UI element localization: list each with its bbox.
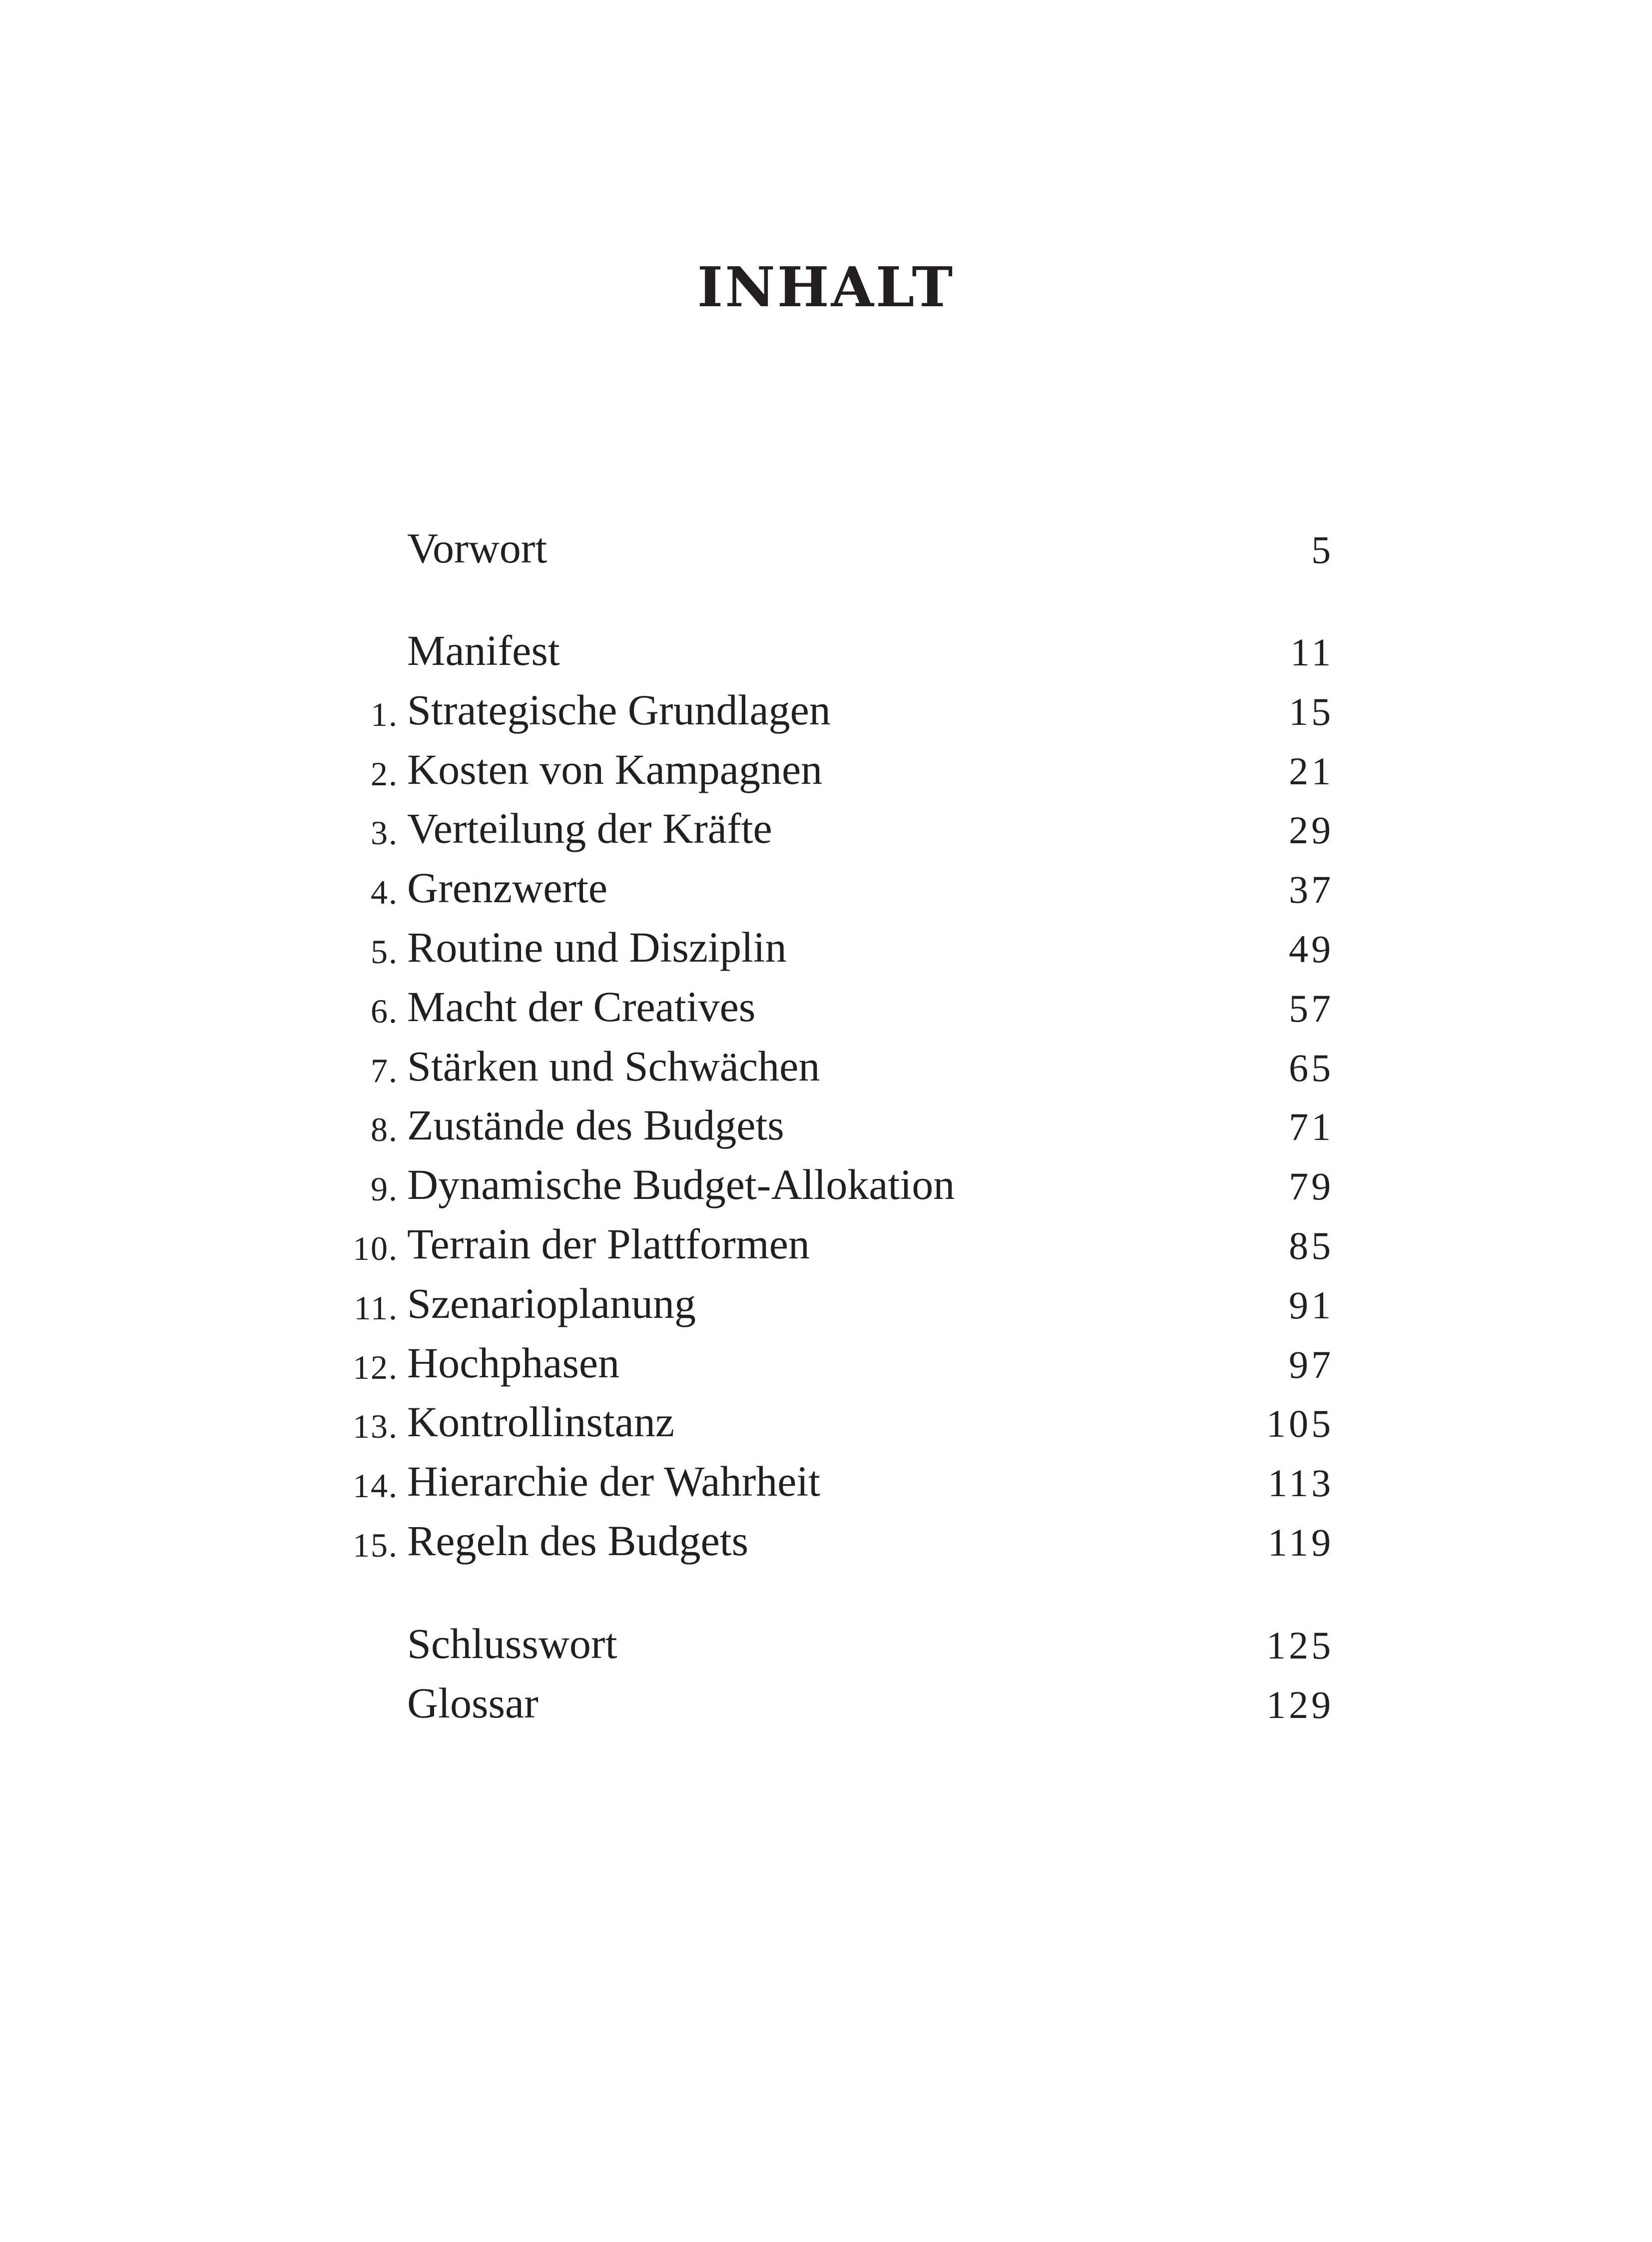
toc-entry[interactable] bbox=[0, 671, 1652, 734]
toc-entry-number: 12. bbox=[353, 1348, 398, 1386]
toc-entry-number: 7. bbox=[371, 1052, 398, 1090]
toc-entry-page: 125 bbox=[1266, 1624, 1334, 1667]
toc-entry-page: 91 bbox=[1289, 1283, 1334, 1327]
toc-entry-title: Szenarioplanung bbox=[407, 1279, 696, 1327]
toc-entry-title: Strategische Grundlagen bbox=[407, 686, 831, 734]
toc-entry-page: 85 bbox=[1289, 1224, 1334, 1267]
toc-entry-title: Stärken und Schwächen bbox=[407, 1042, 820, 1090]
toc-entry[interactable] bbox=[0, 1028, 1652, 1088]
toc-entry-number: 2. bbox=[371, 755, 398, 793]
toc-entry-page: 79 bbox=[1289, 1164, 1334, 1208]
toc-entry-page: 49 bbox=[1289, 927, 1334, 971]
toc-entry[interactable] bbox=[0, 790, 1652, 850]
toc-entry-number: 3. bbox=[371, 814, 398, 852]
toc-entry[interactable] bbox=[0, 510, 1652, 572]
toc-entry-number: 10. bbox=[353, 1229, 398, 1267]
toc-entry-title: Dynamische Budget-Allokation bbox=[407, 1160, 955, 1208]
toc-entry[interactable] bbox=[0, 1205, 1652, 1268]
toc-entry-page: 37 bbox=[1289, 868, 1334, 911]
toc-entry-title: Regeln des Budgets bbox=[407, 1517, 749, 1565]
toc-entry[interactable] bbox=[0, 731, 1652, 791]
toc-entry-page: 71 bbox=[1289, 1105, 1334, 1148]
toc-entry[interactable] bbox=[0, 1383, 1652, 1446]
toc-entry-page: 105 bbox=[1266, 1402, 1334, 1445]
toc-entry-number: 9. bbox=[371, 1170, 398, 1208]
toc-entry-title: Terrain der Plattformen bbox=[407, 1220, 810, 1268]
toc-entry[interactable] bbox=[0, 612, 1652, 672]
toc-entry-title: Macht der Creatives bbox=[407, 983, 756, 1031]
toc-entry-page: 15 bbox=[1289, 690, 1334, 733]
toc-entry-page: 5 bbox=[1311, 528, 1334, 571]
toc-entry-title: Vorwort bbox=[407, 524, 548, 572]
toc-entry-number: 14. bbox=[353, 1467, 398, 1505]
toc-entry-title: Glossar bbox=[407, 1679, 539, 1727]
toc-entry-title: Verteilung der Kräfte bbox=[407, 804, 772, 852]
toc-entry[interactable] bbox=[0, 1087, 1652, 1149]
toc-entry-number: 1. bbox=[371, 695, 398, 733]
toc-entry-page: 113 bbox=[1267, 1461, 1334, 1505]
toc-entry-number: 4. bbox=[371, 873, 398, 911]
toc-entry-title: Grenzwerte bbox=[407, 864, 608, 912]
toc-entry[interactable] bbox=[0, 1502, 1652, 1565]
toc-entry-number: 8. bbox=[371, 1111, 398, 1148]
toc-entry-title: Manifest bbox=[407, 626, 560, 674]
toc-entry[interactable] bbox=[0, 1146, 1652, 1206]
toc-entry-number: 13. bbox=[353, 1407, 398, 1445]
toc-entry-title: Kosten von Kampagnen bbox=[407, 745, 823, 793]
toc-entry-page: 21 bbox=[1289, 749, 1334, 793]
toc-entry-title: Hierarchie der Wahrheit bbox=[407, 1457, 821, 1505]
toc-entry[interactable] bbox=[0, 909, 1652, 969]
toc-entry-page: 29 bbox=[1289, 808, 1334, 852]
toc-entry[interactable] bbox=[0, 1665, 1652, 1727]
toc-entry[interactable] bbox=[0, 1605, 1652, 1668]
toc-entry-number: 15. bbox=[353, 1526, 398, 1564]
toc-entry-title: Zustände des Budgets bbox=[407, 1101, 784, 1149]
page-title: INHALT bbox=[697, 255, 955, 319]
toc-entry-page: 57 bbox=[1289, 987, 1334, 1030]
toc-entry-number: 11. bbox=[354, 1289, 398, 1327]
toc-entry[interactable] bbox=[0, 1443, 1652, 1503]
toc-entry-title: Kontrollinstanz bbox=[407, 1398, 675, 1446]
toc-entry[interactable] bbox=[0, 1265, 1652, 1325]
toc-entry-page: 129 bbox=[1266, 1683, 1334, 1726]
toc-entry-page: 119 bbox=[1267, 1521, 1334, 1564]
toc-entry-title: Routine und Disziplin bbox=[407, 923, 787, 971]
toc-entry[interactable] bbox=[0, 968, 1652, 1031]
toc-entry-title: Hochphasen bbox=[407, 1339, 620, 1387]
toc-entry-page: 11 bbox=[1290, 630, 1334, 674]
toc-entry-page: 97 bbox=[1289, 1343, 1334, 1386]
toc-entry-number: 6. bbox=[371, 992, 398, 1030]
toc-entry-page: 65 bbox=[1289, 1046, 1334, 1090]
toc-entry-number: 5. bbox=[371, 933, 398, 971]
toc-entry[interactable] bbox=[0, 849, 1652, 912]
toc-entry[interactable] bbox=[0, 1324, 1652, 1387]
toc-entry-title: Schlusswort bbox=[407, 1620, 617, 1668]
